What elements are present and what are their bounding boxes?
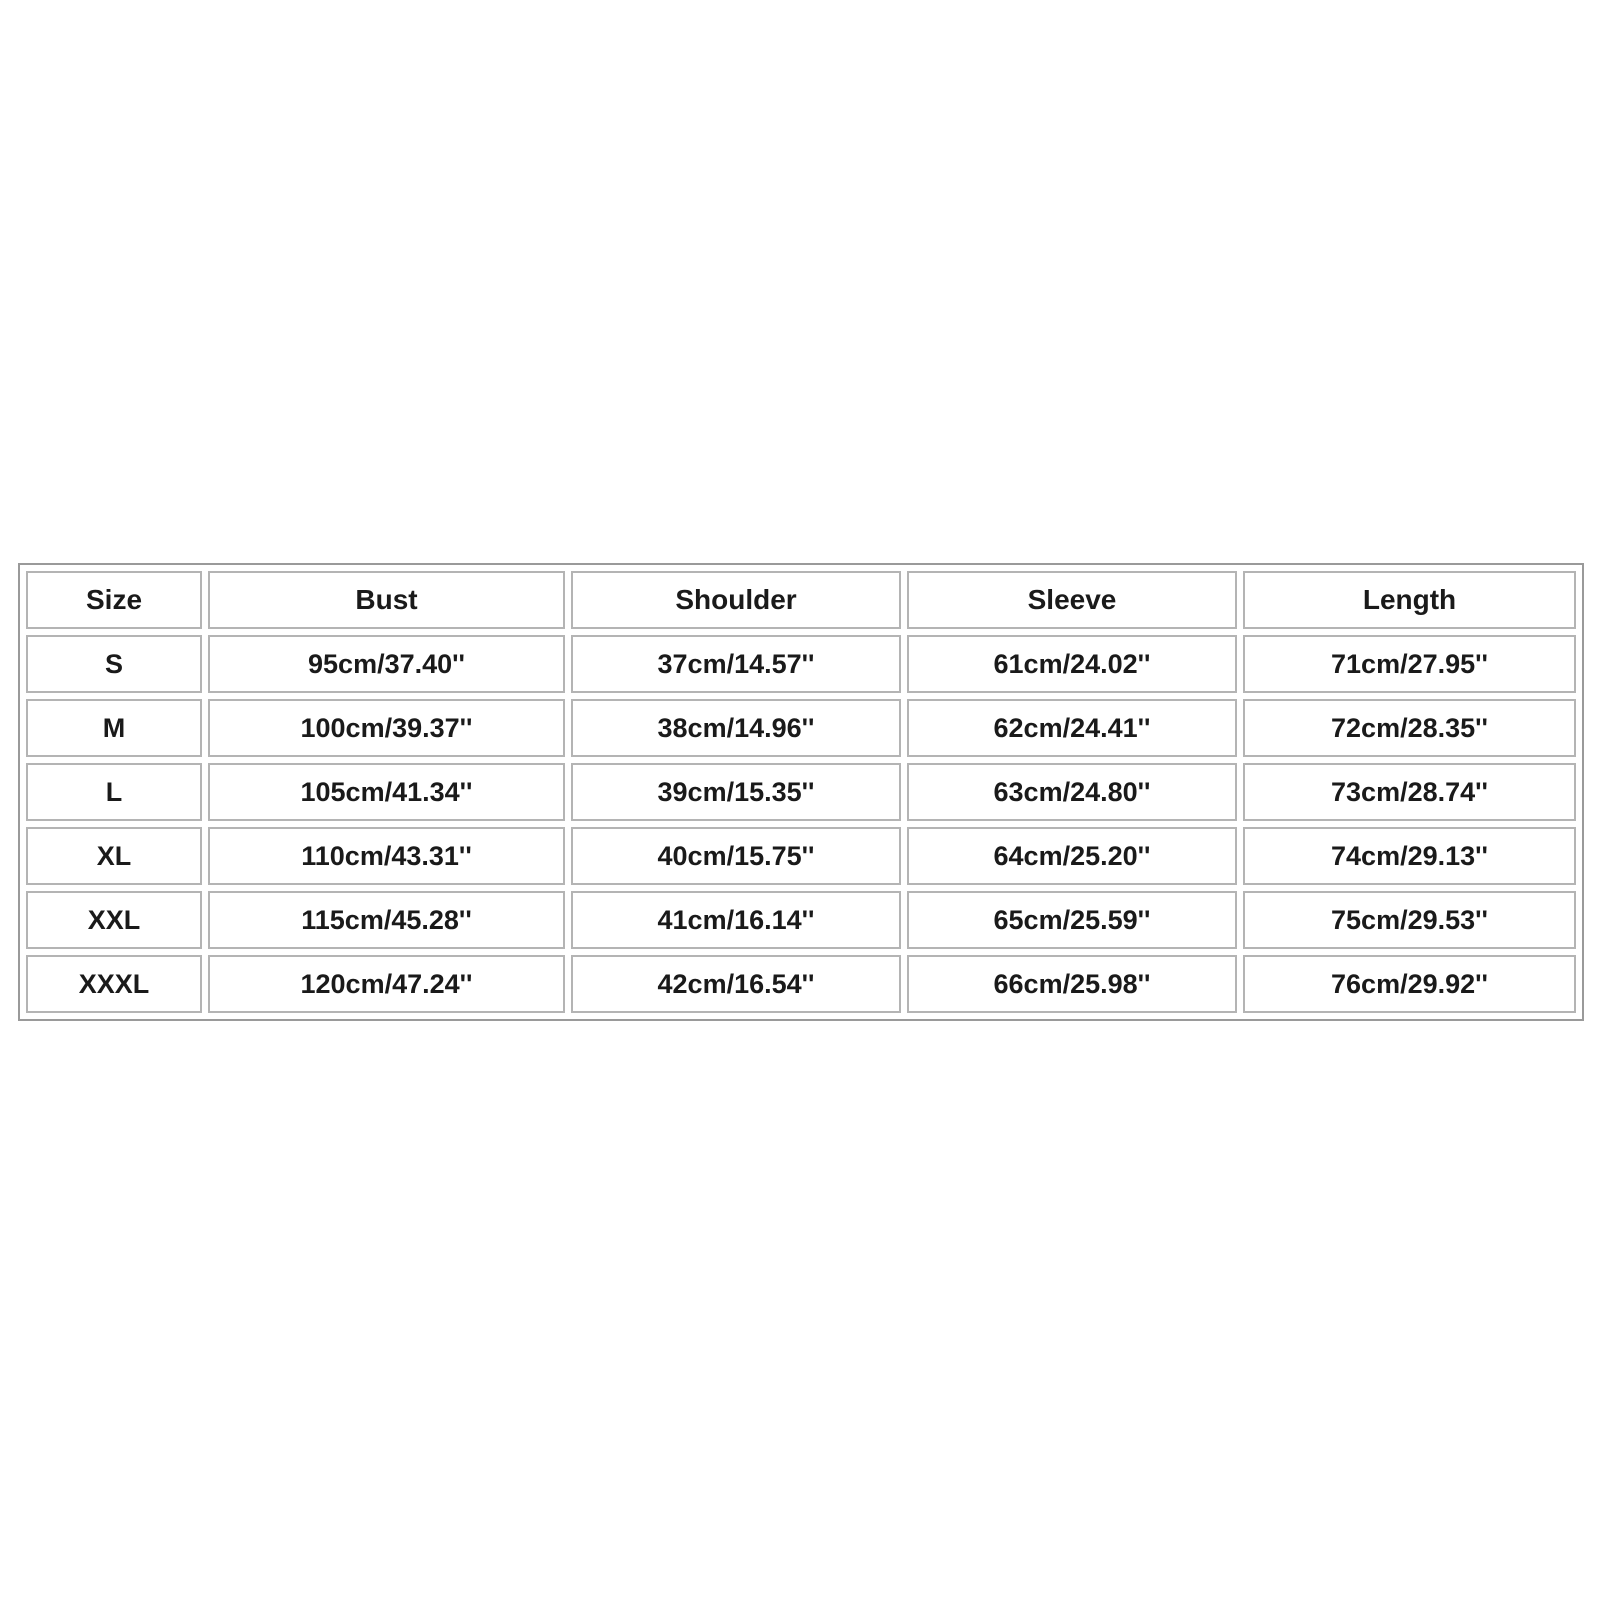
cell-bust: 120cm/47.24'' <box>208 955 565 1013</box>
header-sleeve: Sleeve <box>907 571 1237 629</box>
size-chart-table <box>18 563 1584 1021</box>
cell-bust: 105cm/41.34'' <box>208 763 565 821</box>
cell-length: 76cm/29.92'' <box>1243 955 1576 1013</box>
table-row <box>26 955 1576 1013</box>
cell-shoulder: 41cm/16.14'' <box>571 891 901 949</box>
cell-shoulder: 38cm/14.96'' <box>571 699 901 757</box>
table-row <box>26 827 1576 885</box>
cell-size: L <box>26 763 202 821</box>
cell-sleeve: 61cm/24.02'' <box>907 635 1237 693</box>
cell-size: M <box>26 699 202 757</box>
cell-size: XXL <box>26 891 202 949</box>
cell-sleeve: 65cm/25.59'' <box>907 891 1237 949</box>
cell-sleeve: 62cm/24.41'' <box>907 699 1237 757</box>
cell-shoulder: 40cm/15.75'' <box>571 827 901 885</box>
cell-shoulder: 42cm/16.54'' <box>571 955 901 1013</box>
cell-sleeve: 64cm/25.20'' <box>907 827 1237 885</box>
cell-length: 74cm/29.13'' <box>1243 827 1576 885</box>
cell-length: 72cm/28.35'' <box>1243 699 1576 757</box>
cell-size: XXXL <box>26 955 202 1013</box>
header-shoulder: Shoulder <box>571 571 901 629</box>
cell-size: XL <box>26 827 202 885</box>
header-size: Size <box>26 571 202 629</box>
header-row <box>26 571 1576 629</box>
table-row <box>26 763 1576 821</box>
header-length: Length <box>1243 571 1576 629</box>
cell-sleeve: 66cm/25.98'' <box>907 955 1237 1013</box>
header-bust: Bust <box>208 571 565 629</box>
cell-size: S <box>26 635 202 693</box>
cell-bust: 115cm/45.28'' <box>208 891 565 949</box>
cell-shoulder: 39cm/15.35'' <box>571 763 901 821</box>
cell-bust: 100cm/39.37'' <box>208 699 565 757</box>
cell-sleeve: 63cm/24.80'' <box>907 763 1237 821</box>
cell-length: 71cm/27.95'' <box>1243 635 1576 693</box>
cell-shoulder: 37cm/14.57'' <box>571 635 901 693</box>
table-row <box>26 891 1576 949</box>
cell-length: 73cm/28.74'' <box>1243 763 1576 821</box>
cell-bust: 110cm/43.31'' <box>208 827 565 885</box>
table-row <box>26 699 1576 757</box>
cell-length: 75cm/29.53'' <box>1243 891 1576 949</box>
cell-bust: 95cm/37.40'' <box>208 635 565 693</box>
table-row <box>26 635 1576 693</box>
